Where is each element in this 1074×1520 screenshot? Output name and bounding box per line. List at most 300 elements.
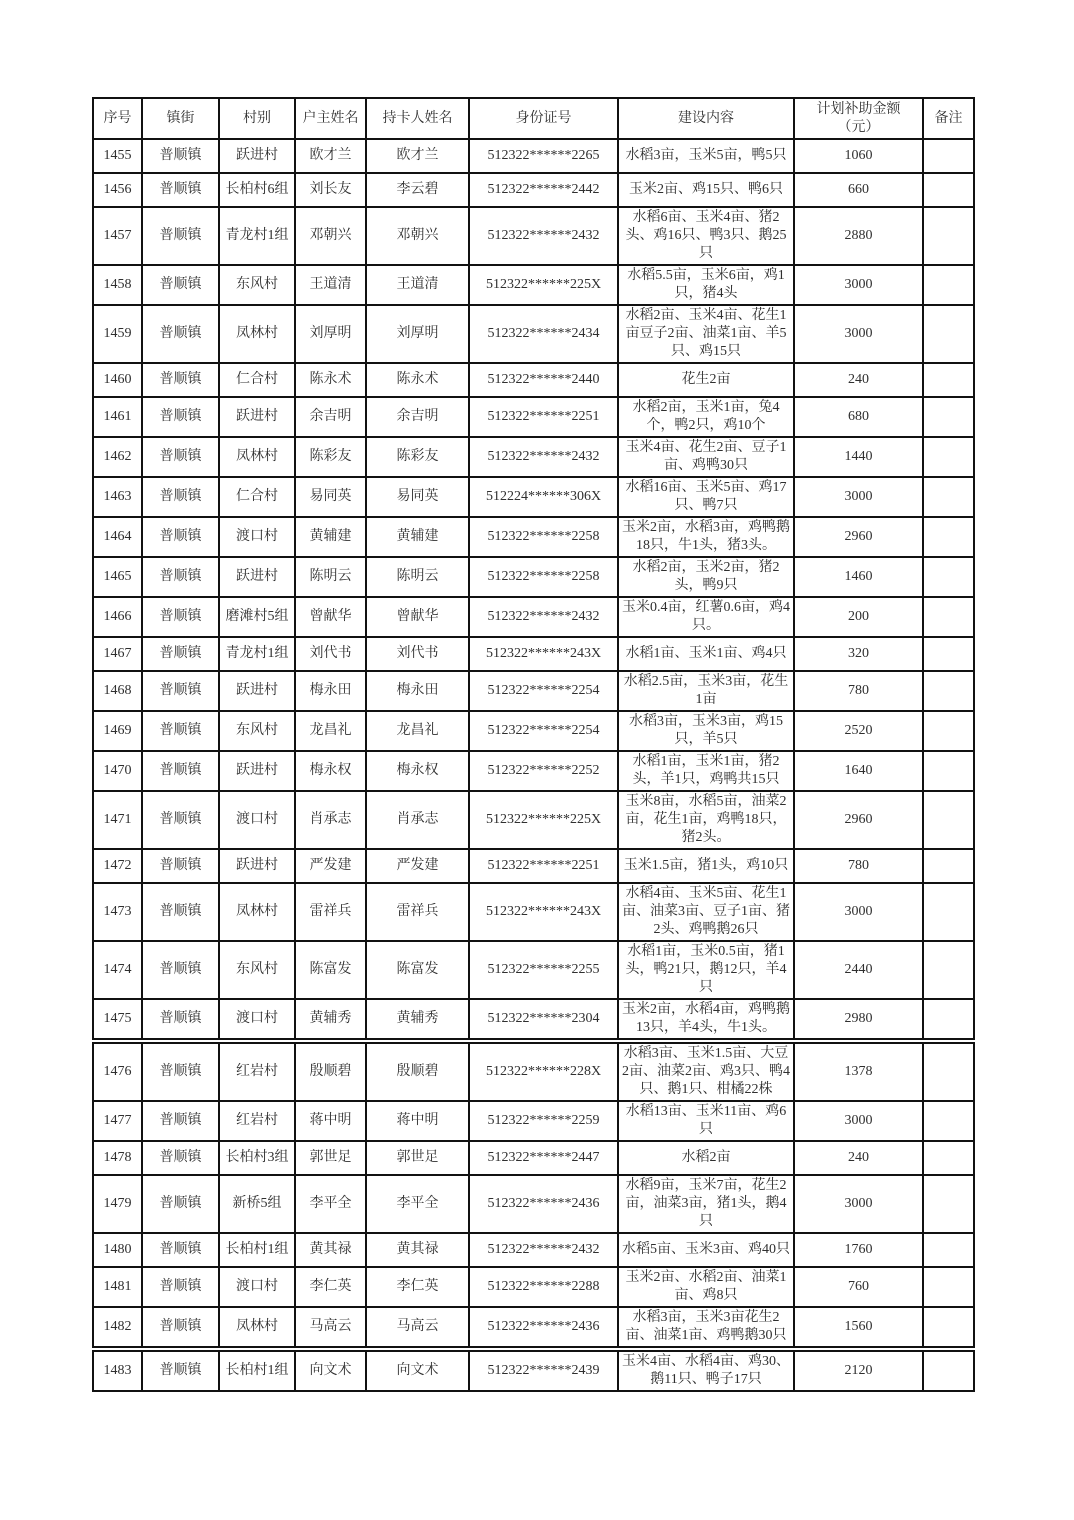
cell-town: 普顺镇 xyxy=(142,1175,219,1233)
cell-construction-content: 水稻2.5亩，玉米3亩，花生1亩 xyxy=(618,671,794,711)
cell-town: 普顺镇 xyxy=(142,671,219,711)
cell-owner-name: 蒋中明 xyxy=(295,1101,366,1141)
cell-subsidy-amount: 1460 xyxy=(794,557,923,597)
cell-construction-content: 玉米2亩、鸡15只、鸭6只 xyxy=(618,173,794,207)
cell-village: 跃进村 xyxy=(219,751,295,791)
cell-village: 渡口村 xyxy=(219,517,295,557)
cell-town: 普顺镇 xyxy=(142,1041,219,1101)
col-header-cardholder: 持卡人姓名 xyxy=(366,98,469,139)
cell-construction-content: 水稻1亩，玉米1亩，猪2头，羊1只，鸡鸭共15只 xyxy=(618,751,794,791)
cell-town: 普顺镇 xyxy=(142,1267,219,1307)
cell-seq: 1456 xyxy=(93,173,142,207)
cell-subsidy-amount: 2960 xyxy=(794,791,923,849)
cell-note xyxy=(923,597,974,637)
cell-cardholder-name: 刘厚明 xyxy=(366,305,469,363)
cell-town: 普顺镇 xyxy=(142,265,219,305)
cell-village: 长柏村1组 xyxy=(219,1349,295,1391)
cell-cardholder-name: 龙昌礼 xyxy=(366,711,469,751)
cell-owner-name: 余吉明 xyxy=(295,397,366,437)
cell-seq: 1467 xyxy=(93,637,142,671)
table-row xyxy=(93,751,974,791)
cell-village: 跃进村 xyxy=(219,557,295,597)
cell-owner-name: 龙昌礼 xyxy=(295,711,366,751)
cell-town: 普顺镇 xyxy=(142,517,219,557)
cell-town: 普顺镇 xyxy=(142,1307,219,1349)
cell-village: 凤林村 xyxy=(219,883,295,941)
cell-id-number: 512322******2288 xyxy=(469,1267,618,1307)
cell-village: 凤林村 xyxy=(219,1307,295,1349)
cell-seq: 1458 xyxy=(93,265,142,305)
cell-seq: 1473 xyxy=(93,883,142,941)
cell-id-number: 512322******2432 xyxy=(469,597,618,637)
cell-subsidy-amount: 1760 xyxy=(794,1233,923,1267)
cell-subsidy-amount: 3000 xyxy=(794,265,923,305)
table-row xyxy=(93,437,974,477)
table-row xyxy=(93,139,974,173)
table-header-row xyxy=(93,98,974,139)
cell-subsidy-amount: 2120 xyxy=(794,1349,923,1391)
cell-subsidy-amount: 3000 xyxy=(794,477,923,517)
subsidy-amount-label: 计划补助金额 xyxy=(816,101,901,117)
col-header-seq: 序号 xyxy=(93,98,142,139)
cell-town: 普顺镇 xyxy=(142,883,219,941)
cell-town: 普顺镇 xyxy=(142,173,219,207)
cell-village: 青龙村1组 xyxy=(219,637,295,671)
cell-owner-name: 黄辅秀 xyxy=(295,999,366,1041)
cell-owner-name: 严发建 xyxy=(295,849,366,883)
cell-id-number: 512322******2436 xyxy=(469,1175,618,1233)
cell-village: 跃进村 xyxy=(219,849,295,883)
cell-village: 东风村 xyxy=(219,711,295,751)
cell-construction-content: 水稻5亩、玉米3亩、鸡40只 xyxy=(618,1233,794,1267)
cell-seq: 1476 xyxy=(93,1041,142,1101)
cell-cardholder-name: 肖承志 xyxy=(366,791,469,849)
cell-id-number: 512322******2258 xyxy=(469,557,618,597)
table-row xyxy=(93,557,974,597)
cell-village: 跃进村 xyxy=(219,139,295,173)
cell-owner-name: 肖承志 xyxy=(295,791,366,849)
cell-construction-content: 水稻6亩、玉米4亩、猪2头、鸡16只、鸭3只、鹅25只 xyxy=(618,207,794,265)
cell-town: 普顺镇 xyxy=(142,597,219,637)
cell-id-number: 512322******2304 xyxy=(469,999,618,1041)
cell-cardholder-name: 陈永术 xyxy=(366,363,469,397)
cell-seq: 1463 xyxy=(93,477,142,517)
cell-owner-name: 黄辅建 xyxy=(295,517,366,557)
cell-construction-content: 玉米1.5亩，猪1头，鸡10只 xyxy=(618,849,794,883)
cell-construction-content: 水稻3亩、玉米1.5亩、大豆2亩、油菜2亩、鸡3只、鸭4只、鹅1只、柑橘22株 xyxy=(618,1041,794,1101)
cell-subsidy-amount: 1640 xyxy=(794,751,923,791)
cell-construction-content: 水稻2亩、玉米4亩、花生1亩豆子2亩、油菜1亩、羊5只、鸡15只 xyxy=(618,305,794,363)
cell-owner-name: 雷祥兵 xyxy=(295,883,366,941)
cell-cardholder-name: 黄辅秀 xyxy=(366,999,469,1041)
cell-village: 长柏村1组 xyxy=(219,1233,295,1267)
cell-seq: 1469 xyxy=(93,711,142,751)
cell-construction-content: 水稻2亩 xyxy=(618,1141,794,1175)
table-row xyxy=(93,305,974,363)
cell-subsidy-amount: 3000 xyxy=(794,1101,923,1141)
cell-note xyxy=(923,1101,974,1141)
cell-cardholder-name: 黄其禄 xyxy=(366,1233,469,1267)
cell-seq: 1460 xyxy=(93,363,142,397)
cell-construction-content: 水稻4亩、玉米5亩、花生1亩、油菜3亩、豆子1亩、猪2头、鸡鸭鹅26只 xyxy=(618,883,794,941)
cell-construction-content: 玉米8亩，水稻5亩，油菜2亩，花生1亩，鸡鸭18只，猪2头。 xyxy=(618,791,794,849)
cell-owner-name: 陈明云 xyxy=(295,557,366,597)
cell-construction-content: 水稻5.5亩，玉米6亩，鸡1只，猪4头 xyxy=(618,265,794,305)
table-row xyxy=(93,1233,974,1267)
cell-subsidy-amount: 1378 xyxy=(794,1041,923,1101)
cell-id-number: 512224******306X xyxy=(469,477,618,517)
cell-village: 青龙村1组 xyxy=(219,207,295,265)
cell-cardholder-name: 蒋中明 xyxy=(366,1101,469,1141)
table-row xyxy=(93,1267,974,1307)
cell-id-number: 512322******2432 xyxy=(469,437,618,477)
cell-construction-content: 水稻1亩，玉米0.5亩，猪1头，鸭21只，鹅12只，羊4只 xyxy=(618,941,794,999)
cell-owner-name: 李平全 xyxy=(295,1175,366,1233)
subsidy-amount-unit: （元） xyxy=(837,119,880,135)
table-row xyxy=(93,1349,974,1391)
cell-town: 普顺镇 xyxy=(142,437,219,477)
cell-seq: 1466 xyxy=(93,597,142,637)
cell-seq: 1471 xyxy=(93,791,142,849)
cell-village: 红岩村 xyxy=(219,1101,295,1141)
cell-note xyxy=(923,1267,974,1307)
cell-note xyxy=(923,397,974,437)
table-row xyxy=(93,477,974,517)
cell-note xyxy=(923,207,974,265)
cell-construction-content: 玉米4亩、水稻4亩、鸡30、鹅11只、鸭子17只 xyxy=(618,1349,794,1391)
cell-village: 凤林村 xyxy=(219,437,295,477)
cell-town: 普顺镇 xyxy=(142,207,219,265)
cell-village: 长柏村3组 xyxy=(219,1141,295,1175)
cell-owner-name: 陈富发 xyxy=(295,941,366,999)
cell-owner-name: 王道清 xyxy=(295,265,366,305)
cell-construction-content: 水稻3亩，玉米5亩，鸭5只 xyxy=(618,139,794,173)
cell-town: 普顺镇 xyxy=(142,1101,219,1141)
cell-subsidy-amount: 200 xyxy=(794,597,923,637)
table-row xyxy=(93,637,974,671)
cell-note xyxy=(923,305,974,363)
cell-seq: 1477 xyxy=(93,1101,142,1141)
cell-note xyxy=(923,1141,974,1175)
cell-note xyxy=(923,517,974,557)
table-row xyxy=(93,883,974,941)
table-row xyxy=(93,397,974,437)
table-row xyxy=(93,671,974,711)
table-row xyxy=(93,207,974,265)
col-header-id-number: 身份证号 xyxy=(469,98,618,139)
cell-id-number: 512322******2440 xyxy=(469,363,618,397)
cell-note xyxy=(923,883,974,941)
cell-cardholder-name: 李平全 xyxy=(366,1175,469,1233)
table-row xyxy=(93,791,974,849)
col-header-subsidy-amount xyxy=(794,98,923,139)
cell-town: 普顺镇 xyxy=(142,999,219,1041)
cell-note xyxy=(923,637,974,671)
cell-town: 普顺镇 xyxy=(142,139,219,173)
cell-note xyxy=(923,671,974,711)
cell-town: 普顺镇 xyxy=(142,751,219,791)
cell-subsidy-amount: 780 xyxy=(794,671,923,711)
cell-seq: 1455 xyxy=(93,139,142,173)
cell-subsidy-amount: 320 xyxy=(794,637,923,671)
cell-village: 磨滩村5组 xyxy=(219,597,295,637)
cell-town: 普顺镇 xyxy=(142,849,219,883)
cell-village: 红岩村 xyxy=(219,1041,295,1101)
cell-note xyxy=(923,849,974,883)
cell-village: 东风村 xyxy=(219,265,295,305)
cell-note xyxy=(923,711,974,751)
cell-id-number: 512322******2434 xyxy=(469,305,618,363)
cell-note xyxy=(923,941,974,999)
cell-seq: 1480 xyxy=(93,1233,142,1267)
cell-owner-name: 陈永术 xyxy=(295,363,366,397)
cell-subsidy-amount: 760 xyxy=(794,1267,923,1307)
subsidy-table xyxy=(92,97,975,1392)
cell-id-number: 512322******2255 xyxy=(469,941,618,999)
cell-id-number: 512322******2432 xyxy=(469,207,618,265)
table-row xyxy=(93,1101,974,1141)
cell-seq: 1470 xyxy=(93,751,142,791)
col-header-construction-content: 建设内容 xyxy=(618,98,794,139)
cell-town: 普顺镇 xyxy=(142,557,219,597)
cell-seq: 1462 xyxy=(93,437,142,477)
table-row xyxy=(93,711,974,751)
cell-town: 普顺镇 xyxy=(142,711,219,751)
cell-village: 凤林村 xyxy=(219,305,295,363)
cell-id-number: 512322******2252 xyxy=(469,751,618,791)
cell-village: 渡口村 xyxy=(219,791,295,849)
cell-owner-name: 黄其禄 xyxy=(295,1233,366,1267)
cell-seq: 1474 xyxy=(93,941,142,999)
cell-village: 东风村 xyxy=(219,941,295,999)
cell-owner-name: 梅永田 xyxy=(295,671,366,711)
cell-cardholder-name: 梅永田 xyxy=(366,671,469,711)
cell-cardholder-name: 严发建 xyxy=(366,849,469,883)
cell-cardholder-name: 余吉明 xyxy=(366,397,469,437)
cell-cardholder-name: 郭世足 xyxy=(366,1141,469,1175)
table-row xyxy=(93,517,974,557)
cell-note xyxy=(923,437,974,477)
cell-village: 仁合村 xyxy=(219,477,295,517)
cell-note xyxy=(923,265,974,305)
cell-id-number: 512322******2251 xyxy=(469,849,618,883)
cell-id-number: 512322******2259 xyxy=(469,1101,618,1141)
cell-id-number: 512322******2258 xyxy=(469,517,618,557)
cell-id-number: 512322******2436 xyxy=(469,1307,618,1349)
cell-construction-content: 水稻3亩，玉米3亩，鸡15只，羊5只 xyxy=(618,711,794,751)
cell-id-number: 512322******243X xyxy=(469,883,618,941)
table-row xyxy=(93,1141,974,1175)
cell-town: 普顺镇 xyxy=(142,477,219,517)
cell-cardholder-name: 殷顺碧 xyxy=(366,1041,469,1101)
cell-note xyxy=(923,173,974,207)
cell-cardholder-name: 陈富发 xyxy=(366,941,469,999)
table-row xyxy=(93,999,974,1041)
cell-owner-name: 马高云 xyxy=(295,1307,366,1349)
cell-town: 普顺镇 xyxy=(142,1141,219,1175)
cell-owner-name: 陈彩友 xyxy=(295,437,366,477)
cell-cardholder-name: 陈彩友 xyxy=(366,437,469,477)
cell-note xyxy=(923,751,974,791)
cell-town: 普顺镇 xyxy=(142,1349,219,1391)
cell-seq: 1465 xyxy=(93,557,142,597)
cell-subsidy-amount: 3000 xyxy=(794,1175,923,1233)
cell-cardholder-name: 向文术 xyxy=(366,1349,469,1391)
cell-note xyxy=(923,1175,974,1233)
cell-id-number: 512322******243X xyxy=(469,637,618,671)
cell-subsidy-amount: 2520 xyxy=(794,711,923,751)
cell-town: 普顺镇 xyxy=(142,363,219,397)
table-row xyxy=(93,363,974,397)
cell-id-number: 512322******2265 xyxy=(469,139,618,173)
cell-subsidy-amount: 2440 xyxy=(794,941,923,999)
cell-construction-content: 水稻3亩，玉米3亩花生2亩、油菜1亩、鸡鸭鹅30只 xyxy=(618,1307,794,1349)
cell-seq: 1478 xyxy=(93,1141,142,1175)
cell-cardholder-name: 李云碧 xyxy=(366,173,469,207)
cell-note xyxy=(923,1041,974,1101)
cell-construction-content: 水稻16亩、玉米5亩、鸡17只、鸭7只 xyxy=(618,477,794,517)
cell-seq: 1479 xyxy=(93,1175,142,1233)
table-row xyxy=(93,1041,974,1101)
cell-town: 普顺镇 xyxy=(142,305,219,363)
cell-id-number: 512322******228X xyxy=(469,1041,618,1101)
cell-subsidy-amount: 2980 xyxy=(794,999,923,1041)
cell-village: 仁合村 xyxy=(219,363,295,397)
cell-subsidy-amount: 240 xyxy=(794,363,923,397)
table-row xyxy=(93,597,974,637)
cell-id-number: 512322******2439 xyxy=(469,1349,618,1391)
cell-subsidy-amount: 680 xyxy=(794,397,923,437)
cell-seq: 1468 xyxy=(93,671,142,711)
cell-id-number: 512322******2251 xyxy=(469,397,618,437)
cell-seq: 1457 xyxy=(93,207,142,265)
cell-subsidy-amount: 780 xyxy=(794,849,923,883)
cell-owner-name: 欧才兰 xyxy=(295,139,366,173)
cell-cardholder-name: 曾献华 xyxy=(366,597,469,637)
cell-owner-name: 刘代书 xyxy=(295,637,366,671)
cell-note xyxy=(923,477,974,517)
cell-cardholder-name: 雷祥兵 xyxy=(366,883,469,941)
cell-cardholder-name: 马高云 xyxy=(366,1307,469,1349)
cell-subsidy-amount: 660 xyxy=(794,173,923,207)
cell-owner-name: 易同英 xyxy=(295,477,366,517)
table-row xyxy=(93,1307,974,1349)
cell-seq: 1475 xyxy=(93,999,142,1041)
cell-note xyxy=(923,1349,974,1391)
cell-town: 普顺镇 xyxy=(142,637,219,671)
cell-seq: 1481 xyxy=(93,1267,142,1307)
cell-id-number: 512322******225X xyxy=(469,265,618,305)
cell-construction-content: 水稻1亩、玉米1亩、鸡4只 xyxy=(618,637,794,671)
cell-construction-content: 水稻2亩，玉米2亩，猪2头，鸭9只 xyxy=(618,557,794,597)
cell-owner-name: 李仁英 xyxy=(295,1267,366,1307)
table-row xyxy=(93,941,974,999)
cell-town: 普顺镇 xyxy=(142,791,219,849)
cell-town: 普顺镇 xyxy=(142,941,219,999)
cell-note xyxy=(923,791,974,849)
cell-subsidy-amount: 3000 xyxy=(794,883,923,941)
cell-cardholder-name: 梅永权 xyxy=(366,751,469,791)
cell-id-number: 512322******2442 xyxy=(469,173,618,207)
cell-construction-content: 水稻2亩，玉米1亩，兔4个，鸭2只，鸡10个 xyxy=(618,397,794,437)
cell-owner-name: 曾献华 xyxy=(295,597,366,637)
cell-id-number: 512322******2254 xyxy=(469,711,618,751)
cell-owner-name: 刘厚明 xyxy=(295,305,366,363)
col-header-town: 镇街 xyxy=(142,98,219,139)
cell-seq: 1459 xyxy=(93,305,142,363)
cell-cardholder-name: 黄辅建 xyxy=(366,517,469,557)
cell-owner-name: 向文术 xyxy=(295,1349,366,1391)
col-header-owner: 户主姓名 xyxy=(295,98,366,139)
cell-seq: 1483 xyxy=(93,1349,142,1391)
subsidy-table-sheet xyxy=(92,97,975,1392)
cell-subsidy-amount: 1560 xyxy=(794,1307,923,1349)
cell-village: 渡口村 xyxy=(219,999,295,1041)
cell-seq: 1472 xyxy=(93,849,142,883)
cell-cardholder-name: 邓朝兴 xyxy=(366,207,469,265)
table-row xyxy=(93,173,974,207)
cell-note xyxy=(923,139,974,173)
cell-construction-content: 水稻9亩，玉米7亩，花生2亩，油菜3亩，猪1头，鹅4只 xyxy=(618,1175,794,1233)
cell-subsidy-amount: 1060 xyxy=(794,139,923,173)
cell-id-number: 512322******2254 xyxy=(469,671,618,711)
cell-construction-content: 玉米4亩、花生2亩、豆子1亩、鸡鸭30只 xyxy=(618,437,794,477)
cell-construction-content: 水稻13亩、玉米11亩、鸡6只 xyxy=(618,1101,794,1141)
cell-village: 新桥5组 xyxy=(219,1175,295,1233)
cell-owner-name: 殷顺碧 xyxy=(295,1041,366,1101)
col-header-note: 备注 xyxy=(923,98,974,139)
cell-seq: 1464 xyxy=(93,517,142,557)
cell-construction-content: 玉米2亩，水稻4亩，鸡鸭鹅13只，羊4头，牛1头。 xyxy=(618,999,794,1041)
cell-village: 跃进村 xyxy=(219,397,295,437)
cell-subsidy-amount: 3000 xyxy=(794,305,923,363)
cell-village: 长柏村6组 xyxy=(219,173,295,207)
col-header-village: 村别 xyxy=(219,98,295,139)
cell-cardholder-name: 王道清 xyxy=(366,265,469,305)
cell-note xyxy=(923,1307,974,1349)
table-body xyxy=(93,139,974,1391)
cell-subsidy-amount: 240 xyxy=(794,1141,923,1175)
cell-construction-content: 花生2亩 xyxy=(618,363,794,397)
cell-construction-content: 玉米2亩、水稻2亩、油菜1亩、鸡8只 xyxy=(618,1267,794,1307)
cell-seq: 1461 xyxy=(93,397,142,437)
cell-owner-name: 梅永权 xyxy=(295,751,366,791)
cell-cardholder-name: 易同英 xyxy=(366,477,469,517)
cell-note xyxy=(923,557,974,597)
cell-owner-name: 邓朝兴 xyxy=(295,207,366,265)
cell-note xyxy=(923,1233,974,1267)
cell-cardholder-name: 陈明云 xyxy=(366,557,469,597)
cell-village: 跃进村 xyxy=(219,671,295,711)
cell-village: 渡口村 xyxy=(219,1267,295,1307)
cell-subsidy-amount: 2960 xyxy=(794,517,923,557)
cell-subsidy-amount: 1440 xyxy=(794,437,923,477)
table-row xyxy=(93,1175,974,1233)
cell-id-number: 512322******2432 xyxy=(469,1233,618,1267)
cell-construction-content: 玉米2亩，水稻3亩，鸡鸭鹅18只，牛1头，猪3头。 xyxy=(618,517,794,557)
cell-note xyxy=(923,999,974,1041)
cell-id-number: 512322******2447 xyxy=(469,1141,618,1175)
cell-town: 普顺镇 xyxy=(142,397,219,437)
cell-cardholder-name: 刘代书 xyxy=(366,637,469,671)
cell-cardholder-name: 李仁英 xyxy=(366,1267,469,1307)
cell-note xyxy=(923,363,974,397)
table-row xyxy=(93,849,974,883)
cell-owner-name: 郭世足 xyxy=(295,1141,366,1175)
cell-owner-name: 刘长友 xyxy=(295,173,366,207)
cell-construction-content: 玉米0.4亩，红薯0.6亩，鸡4只。 xyxy=(618,597,794,637)
cell-subsidy-amount: 2880 xyxy=(794,207,923,265)
